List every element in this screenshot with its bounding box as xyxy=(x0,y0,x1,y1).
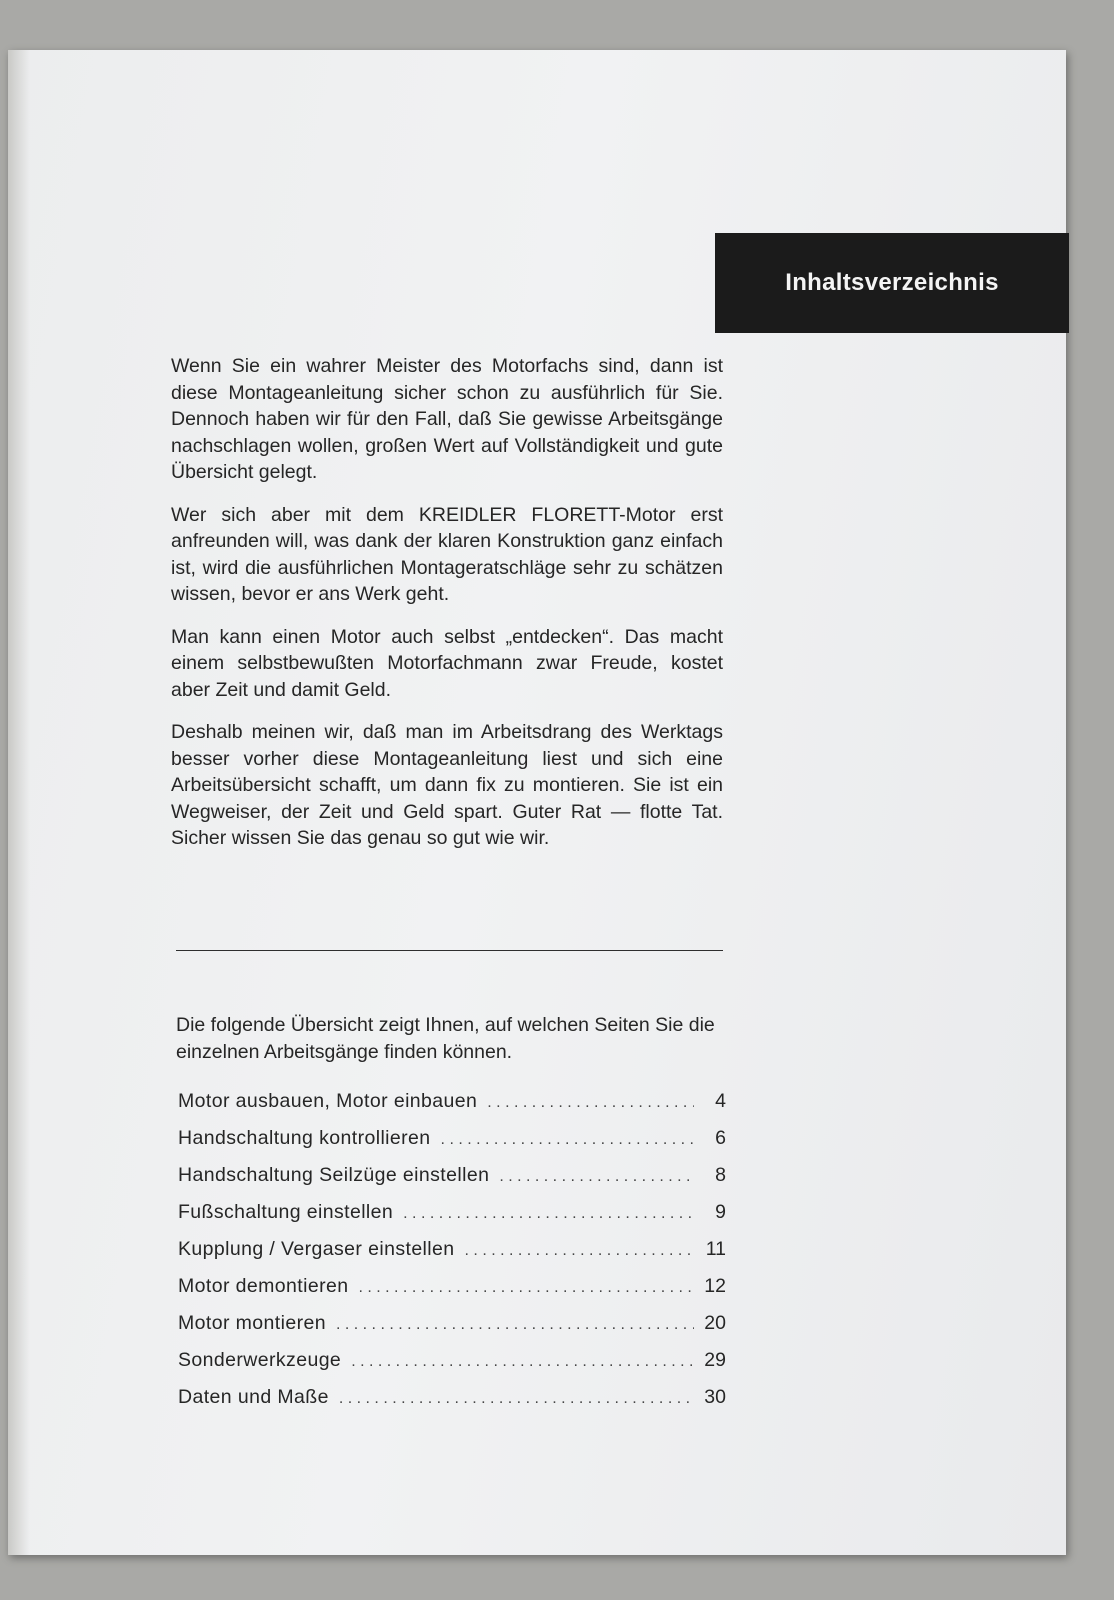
toc-dot-leader xyxy=(441,1131,694,1149)
toc-entry-label: Kupplung / Vergaser einstellen xyxy=(178,1238,455,1260)
intro-paragraph: Man kann einen Motor auch selbst „entdecken“. Das macht einem selbstbewußten Motorfachmann zwar Freude, kostet aber Zeit und damit Geld. xyxy=(171,625,723,701)
toc-intro: Die folgende Übersicht zeigt Ihnen, auf welchen Seiten Sie die einzelnen Arbeitsgänge finden können. xyxy=(176,1014,715,1063)
toc-page-number: 30 xyxy=(704,1386,726,1408)
toc-entry xyxy=(178,1090,726,1127)
toc-page-number: 9 xyxy=(715,1201,726,1223)
intro-text xyxy=(171,353,723,868)
toc-dot-leader xyxy=(336,1316,694,1334)
document-page xyxy=(8,50,1066,1555)
toc-page-number: 11 xyxy=(705,1238,726,1260)
toc-entry xyxy=(178,1201,726,1238)
toc-entry-label: Handschaltung kontrollieren xyxy=(178,1127,431,1149)
toc-page-number: 6 xyxy=(715,1127,726,1149)
toc-dot-leader xyxy=(339,1390,694,1408)
toc-entry-label: Handschaltung Seilzüge einstellen xyxy=(178,1164,490,1186)
toc-entry-label: Daten und Maße xyxy=(178,1386,329,1408)
toc-page-number: 4 xyxy=(715,1090,726,1112)
toc-dot-leader xyxy=(499,1168,694,1186)
table-of-contents xyxy=(178,1090,726,1423)
toc-entry xyxy=(178,1349,726,1386)
toc-entry-label: Fußschaltung einstellen xyxy=(178,1201,394,1223)
page-title xyxy=(715,233,1069,333)
page-title-text: Inhaltsverzeichnis xyxy=(785,269,999,296)
toc-dot-leader xyxy=(403,1205,694,1223)
toc-entry-label: Motor montieren xyxy=(178,1312,326,1334)
toc-page-number: 20 xyxy=(704,1312,726,1334)
toc-dot-leader xyxy=(358,1279,694,1297)
divider xyxy=(176,950,723,951)
toc-entry xyxy=(178,1238,726,1275)
toc-entry xyxy=(178,1164,726,1201)
toc-page-number: 8 xyxy=(715,1164,726,1186)
toc-entry xyxy=(178,1127,726,1164)
toc-page-number: 12 xyxy=(704,1275,726,1297)
toc-entry-label: Motor demontieren xyxy=(178,1275,349,1297)
toc-dot-leader xyxy=(487,1094,694,1112)
toc-entry-label: Sonderwerkzeuge xyxy=(178,1349,342,1371)
intro-paragraph: Wer sich aber mit dem KREIDLER FLORETT-Motor erst anfreunden will, was dank der klaren Konstruktion ganz einfach ist, wird die ausführlichen Montageratschläge sehr zu schätzen wissen, bevor er ans Werk geht. xyxy=(171,503,723,605)
intro-paragraph: Deshalb meinen wir, daß man im Arbeitsdrang des Werktags besser vorher diese Montageanleitung liest und sich eine Arbeitsübersicht schafft, um dann fix zu montieren. Sie ist ein Wegweiser, der Zeit und Geld spart. Guter Rat — flotte Tat. Sicher wissen Sie das genau so gut wie wir. xyxy=(171,721,723,849)
toc-dot-leader xyxy=(465,1242,694,1260)
toc-dot-leader xyxy=(351,1353,694,1371)
toc-page-number: 29 xyxy=(704,1349,726,1371)
toc-entry xyxy=(178,1275,726,1312)
toc-entry-label: Motor ausbauen, Motor einbauen xyxy=(178,1090,478,1112)
toc-entry xyxy=(178,1312,726,1349)
toc-entry xyxy=(178,1386,726,1423)
intro-paragraph: Wenn Sie ein wahrer Meister des Motorfachs sind, dann ist diese Montageanleitung sicher schon zu ausführlich für Sie. Dennoch haben wir für den Fall, daß Sie gewisse Arbeitsgänge nachschlagen wollen, großen Wert auf Vollständigkeit und gute Übersicht gelegt. xyxy=(171,355,723,483)
